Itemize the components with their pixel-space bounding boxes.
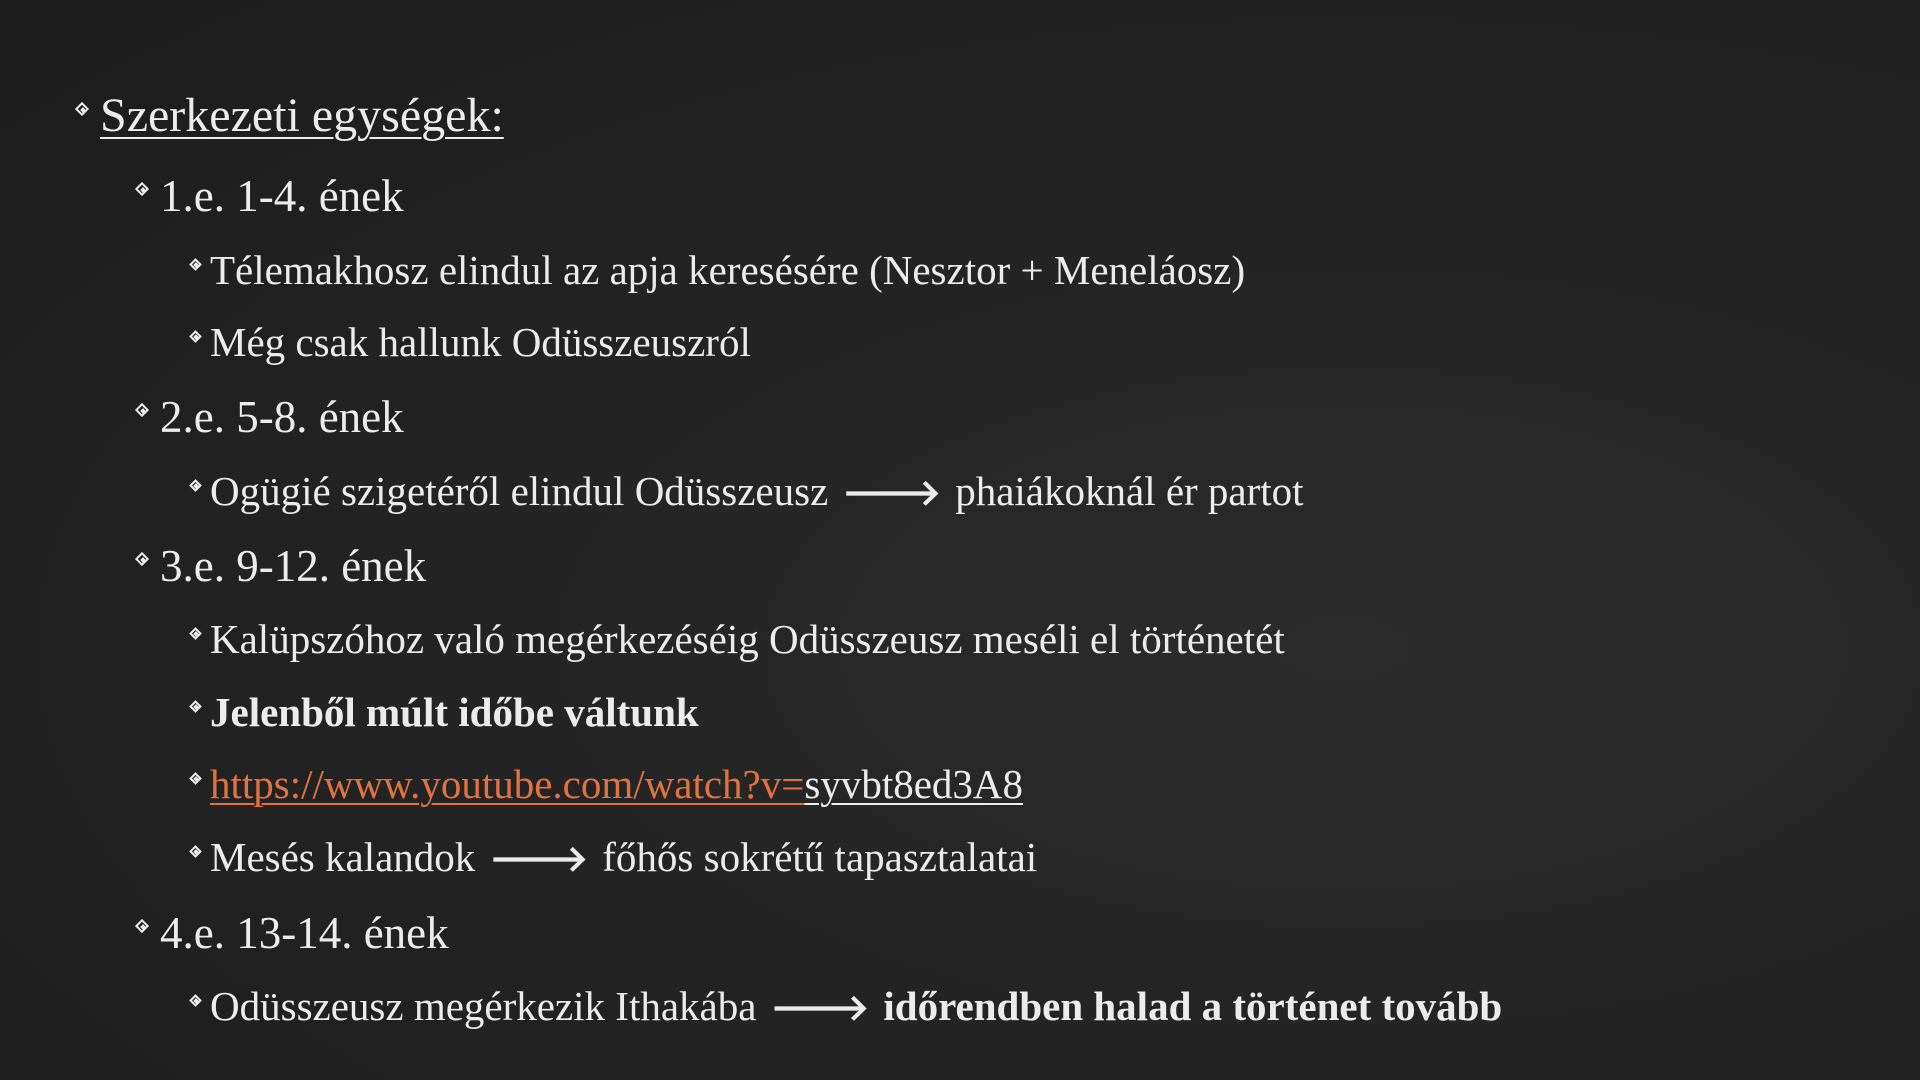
item-text: Télemakhosz elindul az apja keresésére (Nesztor + Meneláosz) [210,247,1246,293]
diamond-bullet-icon [190,846,202,858]
item-text: Mesés kalandok [210,834,476,880]
diamond-bullet-icon [190,259,202,271]
diamond-bullet-icon [190,773,202,785]
item-text: Odüsszeusz megérkezik Ithakába [210,983,757,1029]
section-1-title: 1.e. 1-4. ének [160,171,404,221]
section-4-item-1 [190,982,1502,1030]
section-2-item-1 [190,467,1304,515]
section-3-title: 3.e. 9-12. ének [160,541,427,591]
item-text-after: főhős sokrétű tapasztalatai [602,834,1038,880]
section-2-title: 2.e. 5-8. ének [160,392,404,442]
section-3-row [136,540,426,592]
section-4-row [136,907,449,959]
diamond-bullet-icon [190,628,202,640]
section-3-item-4 [190,833,1037,881]
diamond-bullet-icon [190,701,202,713]
diamond-bullet-icon [136,183,150,197]
youtube-link[interactable]: https://www.youtube.com/watch?v= [210,761,805,807]
section-3-item-1 [190,615,1285,663]
section-1-row [136,170,404,222]
diamond-bullet-icon [76,103,90,117]
section-1-item-1 [190,246,1245,294]
item-bold-after: időrendben halad a történet tovább [883,983,1503,1029]
heading-row [76,88,504,143]
item-text: Ogügié szigetéről elindul Odüsszeusz [210,468,829,514]
arrow-right-icon: 🡒 [842,471,942,514]
section-3-item-3[interactable] [190,760,1023,808]
slide-heading: Szerkezeti egységek: [100,89,504,142]
diamond-bullet-icon [136,920,150,934]
section-1-item-2 [190,318,751,366]
youtube-link-id[interactable]: syvbt8ed3A8 [804,761,1024,807]
section-3-item-2 [190,688,699,736]
diamond-bullet-icon [190,995,202,1007]
section-4-title: 4.e. 13-14. ének [160,908,449,958]
item-text-after: phaiákoknál ér partot [955,468,1304,514]
diamond-bullet-icon [190,331,202,343]
arrow-right-icon: 🡒 [489,837,589,880]
item-text: Még csak hallunk Odüsszeuszról [210,319,751,365]
arrow-right-icon: 🡒 [770,986,870,1029]
item-bold-text: Jelenből múlt időbe váltunk [210,689,699,735]
item-text: Kalüpszóhoz való megérkezéséig Odüsszeusz meséli el történetét [210,616,1285,662]
section-2-row [136,391,404,443]
diamond-bullet-icon [136,553,150,567]
diamond-bullet-icon [136,404,150,418]
diamond-bullet-icon [190,480,202,492]
